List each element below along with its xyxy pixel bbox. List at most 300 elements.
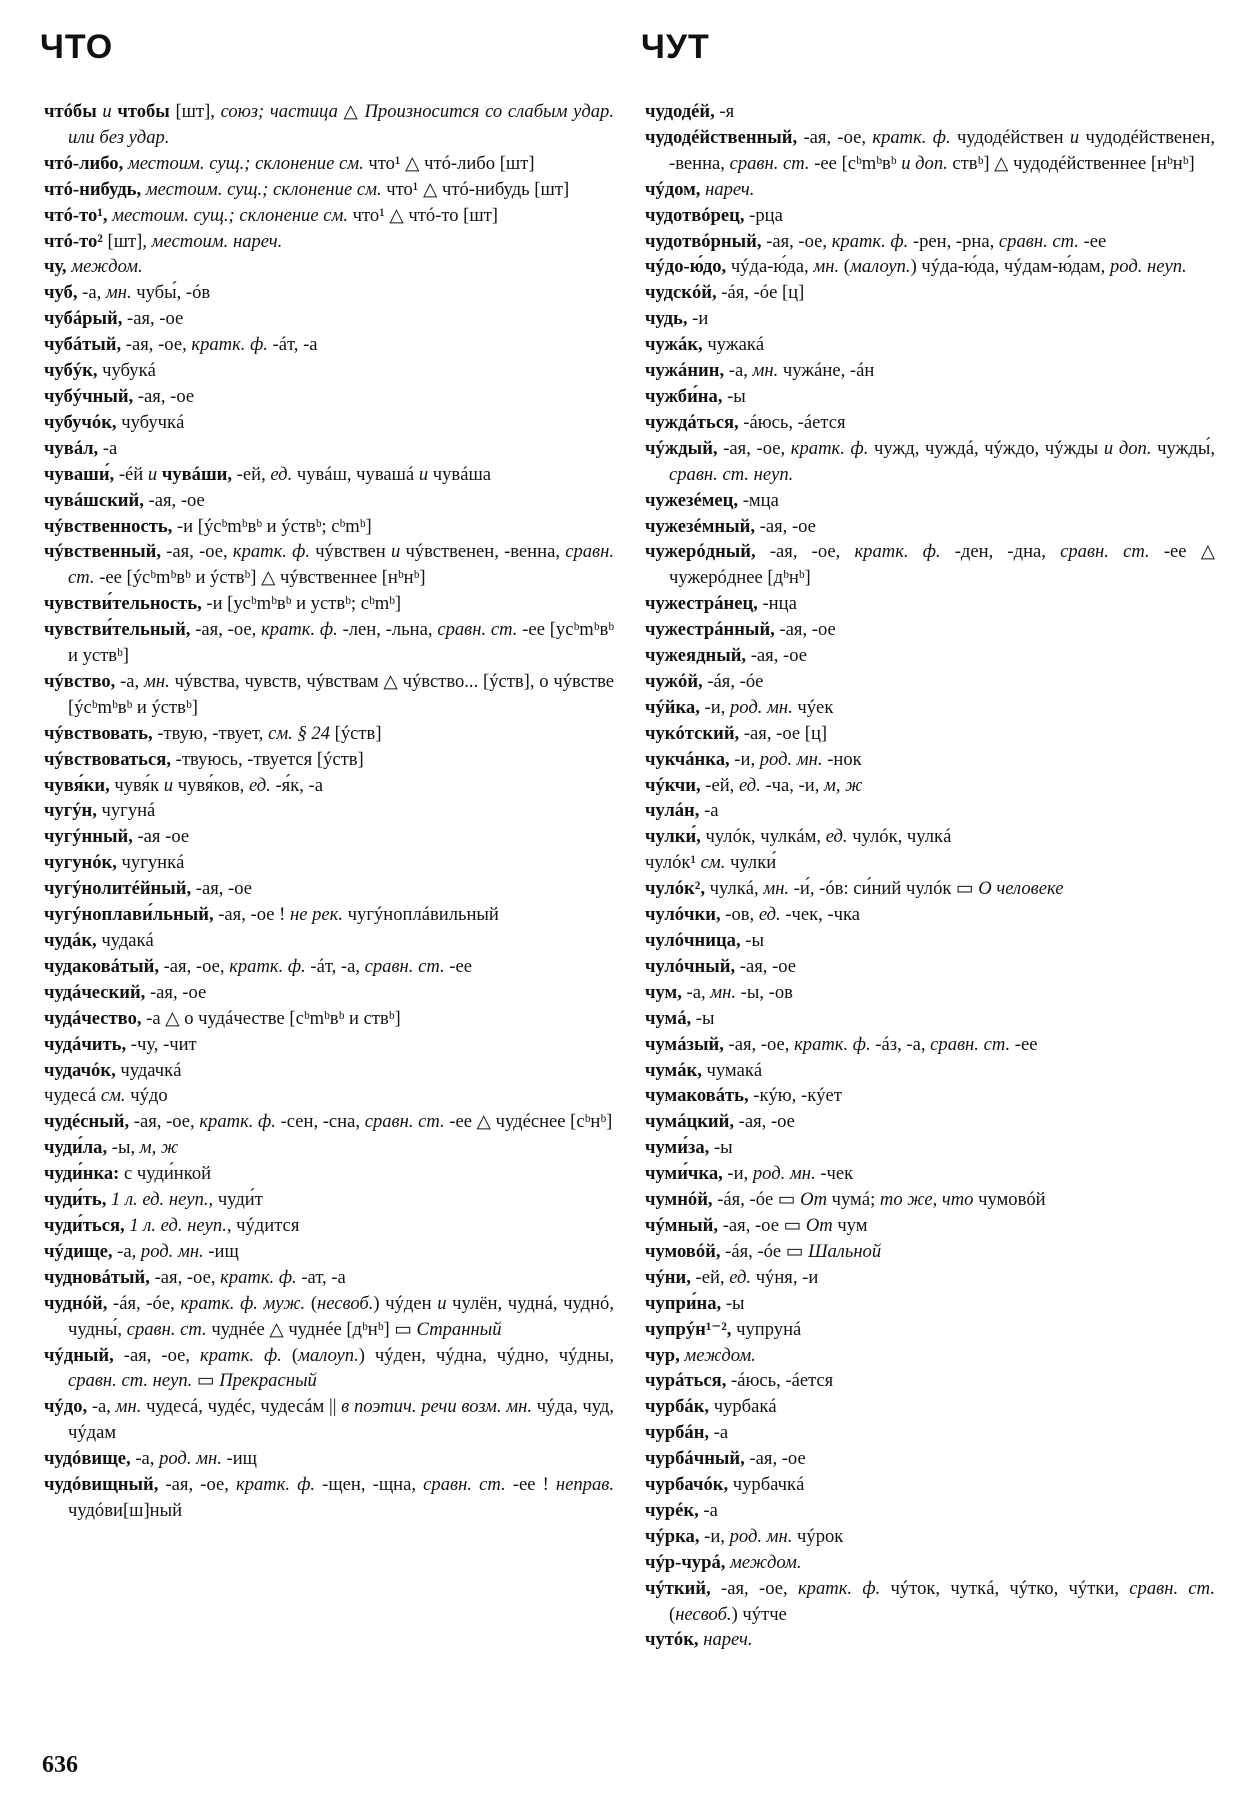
grammar-label: м, ж (139, 1137, 179, 1159)
grammar-label: кратк. ф. (236, 1474, 316, 1496)
dictionary-entry (645, 254, 1215, 280)
entry-text: чудóви[ш]ный (68, 1499, 183, 1521)
dictionary-entry (44, 954, 614, 980)
dictionary-entry (44, 1394, 614, 1446)
dictionary-entry (645, 1472, 1215, 1498)
entry-text: -áюсь, -áется (726, 1370, 834, 1392)
grammar-label: см. § 24 (268, 722, 331, 744)
grammar-label: кратк. ф. (232, 541, 310, 563)
entry-text: -и, (729, 748, 760, 770)
entry-text: -áя, -óе (702, 670, 764, 692)
headword: чýдище, (44, 1240, 113, 1262)
entry-text: -éй (114, 463, 148, 485)
grammar-label: междом. (679, 1344, 756, 1366)
dictionary-entry (645, 1161, 1215, 1187)
dictionary-entry (645, 850, 1215, 876)
grammar-label: кратк. ф. (191, 334, 268, 356)
entry-text: -ая, -ое (122, 308, 184, 330)
headword: чулки́, (645, 826, 701, 848)
entry-text: △ (337, 101, 365, 122)
dictionary-entry (645, 695, 1215, 721)
entry-text: -ы, -ов (736, 981, 793, 1003)
grammar-label: сравн. ст. неуп. (669, 463, 794, 485)
headword: чужáк, (645, 334, 703, 356)
headword: чупри́на, (645, 1292, 722, 1314)
entry-text: -ее [сᵇmᵇвᵇ (809, 152, 902, 174)
entry-text: -ее [усᵇmᵇвᵇ и уствᵇ] (68, 619, 614, 667)
dictionary-entry (645, 1576, 1215, 1628)
dictionary-entry (645, 747, 1215, 773)
dictionary-entry (44, 721, 614, 747)
dictionary-entry (44, 151, 614, 177)
headword: чýвственность, (44, 515, 173, 537)
entry-text: -ее △ чудéснее [сᵇнᵇ] (444, 1111, 613, 1133)
entry-text: -ден, -дна, (940, 541, 1061, 563)
entry-text: -ы (709, 1137, 733, 1159)
entry-text: -ая, -ое, (797, 126, 873, 148)
headword: чувáл, (44, 437, 99, 459)
headword: чулóчница, (645, 930, 741, 951)
grammar-label: и (418, 463, 429, 485)
entry-text: чумовóй (973, 1189, 1046, 1211)
grammar-label: кратк. ф. (872, 126, 951, 148)
dictionary-entry (44, 1265, 614, 1291)
entry-text: -ая, -ое, (158, 1474, 236, 1496)
grammar-label: кратк. ф. (261, 619, 338, 641)
headword: чýдо-ю́до, (645, 256, 727, 278)
headword: чувстви́тельный, (44, 619, 191, 641)
headword: чу, (44, 256, 67, 278)
entry-text: чýда, чуд, чýдам (68, 1396, 614, 1444)
grammar-label: неправ. (555, 1474, 614, 1496)
entry-text: что¹ △ чтó-то [шт] (348, 204, 498, 226)
headword: чуднóй, (44, 1292, 108, 1314)
dictionary-entry (44, 99, 614, 151)
headword: чубýк, (44, 360, 98, 382)
grammar-label: сравн. ст. (998, 230, 1079, 252)
dictionary-entry (645, 1368, 1215, 1394)
entry-text: чугýноплáвильный (343, 904, 499, 926)
headword: чýкчи, (645, 774, 701, 796)
entry-text: чýня, -и (751, 1266, 819, 1288)
dictionary-entry (44, 410, 614, 436)
entry-text: чýрок (792, 1525, 844, 1547)
grammar-label: местоим. нареч. (151, 230, 283, 252)
grammar-label: ед. (248, 774, 271, 796)
entry-text: чуди́т (213, 1189, 263, 1211)
entry-text: чурбакá (709, 1396, 777, 1418)
headword: чужезéмец, (645, 489, 739, 511)
grammar-label: мн. (105, 282, 132, 304)
entry-text: чулóк¹ (645, 852, 701, 874)
dictionary-entry (44, 902, 614, 928)
headword: чудéсный, (44, 1111, 130, 1133)
entry-text: [шт], (102, 230, 152, 252)
grammar-label: см. (700, 852, 726, 874)
headword: чудáчить, (44, 1033, 127, 1055)
entry-text: -ая, -ое [ц] (739, 722, 828, 744)
dictionary-entry (645, 177, 1215, 203)
entry-text: -твую, -твует, (152, 722, 269, 744)
grammar-label: род. мн. (752, 1163, 816, 1185)
dictionary-entry (44, 488, 614, 514)
headword: чужестрáнец, (645, 593, 758, 615)
entry-text: чýек (792, 696, 834, 718)
headword: чýдо, (44, 1396, 88, 1418)
grammar-label: От (800, 1189, 827, 1211)
entry-text: -а (698, 1499, 718, 1521)
entry-text: -ее [ýсᵇmᵇвᵇ и ýствᵇ] △ чýвственнее [нᵇнᵇ] (94, 567, 426, 589)
entry-text: ) чýден, чýдна, чýдно, чýдны, (358, 1344, 614, 1366)
dictionary-entry (44, 591, 614, 617)
entry-text: с чуди́нкой (119, 1163, 212, 1185)
headword: чубучóк, (44, 411, 117, 433)
entry-text: чувя́ков, (173, 774, 249, 796)
headword: чтó-то² (44, 230, 103, 252)
headword: чугýноплави́льный, (44, 904, 214, 926)
dictionary-entry (44, 617, 614, 669)
entry-text: -я (714, 101, 735, 122)
dictionary-entry (44, 1187, 614, 1213)
dictionary-entry (645, 1187, 1215, 1213)
entry-text: -ы (722, 385, 746, 407)
grammar-label: Произносится со слабым удар. или без удар. (68, 101, 614, 148)
grammar-label: и (437, 1292, 447, 1314)
headword: чумовóй, (645, 1240, 721, 1262)
grammar-label: несвоб. (675, 1603, 732, 1625)
headword: чýвственный, (44, 541, 162, 563)
entry-text: -áя, -óе ▭ (712, 1189, 801, 1211)
grammar-label: 1 л. ед. неуп., (106, 1189, 214, 1211)
entry-text: -а (709, 1422, 729, 1444)
entry-text: -ая, -ое ! (213, 904, 290, 926)
dictionary-entry (44, 436, 614, 462)
grammar-label: О человеке (978, 878, 1064, 900)
headword: чулáн, (645, 800, 700, 822)
dictionary-entry (645, 436, 1215, 488)
entry-text: чудесá, чудéс, чудесáм || (141, 1396, 342, 1418)
entry-text: -áя, -óе [ц] (716, 282, 805, 304)
headword: чужóй, (645, 670, 703, 692)
dictionary-entry (645, 1627, 1215, 1653)
dictionary-entry (44, 254, 614, 280)
entry-text: ( (669, 1603, 676, 1625)
entry-text: -ее ! (505, 1474, 556, 1496)
headword: чугýн, (44, 800, 97, 822)
headword: чумаковáть, (645, 1085, 749, 1107)
entry-text: -и [усᵇmᵇвᵇ и уствᵇ; сᵇmᵇ] (201, 593, 402, 615)
entry-text: -твуюсь, -твуется [ýств] (170, 748, 364, 770)
headword: чуб, (44, 282, 78, 304)
entry-text: -а, (130, 1448, 160, 1470)
entry-text: чумакá (701, 1059, 763, 1081)
grammar-label: Шальной (808, 1240, 882, 1262)
headword: чтó-то¹, (44, 204, 108, 226)
headword: чугýнный, (44, 826, 133, 848)
headword: чудскóй, (645, 282, 717, 304)
dictionary-entry (44, 1161, 614, 1187)
headword: чулóчный, (645, 955, 736, 977)
entry-text: чулки́ (725, 852, 777, 874)
grammar-label: м, ж (824, 774, 863, 796)
headword: чудодéй, (645, 101, 715, 122)
headword: чужерóдный, (645, 541, 756, 563)
headword: чуждáться, (645, 411, 739, 433)
entry-text: -ы (740, 930, 764, 951)
grammar-label: ед. (738, 774, 761, 796)
dictionary-entry (44, 1032, 614, 1058)
grammar-label: и (1069, 126, 1080, 148)
dictionary-entry (645, 591, 1215, 617)
entry-text: -чек (815, 1163, 854, 1185)
grammar-label: мн. (710, 981, 736, 1003)
grammar-label: междом. (66, 256, 143, 278)
entry-text: чувáша (428, 463, 492, 485)
headword: чудновáтый, (44, 1266, 150, 1288)
grammar-label: мн. (115, 1396, 142, 1418)
entry-text: -ее (1078, 230, 1107, 252)
dictionary-entry (44, 203, 614, 229)
entry-text: ) чýтче (731, 1603, 787, 1625)
entry-text: чугунá (96, 800, 156, 822)
headword: чувстви́тельность, (44, 593, 202, 615)
headword: чýвство, (44, 670, 116, 692)
entry-text: -нок (822, 748, 862, 770)
headword: чýткий, (645, 1577, 711, 1599)
dictionary-entry (645, 1265, 1215, 1291)
dictionary-entry (44, 1343, 614, 1395)
entry-text: чудесá (44, 1085, 101, 1107)
headword: чудáк, (44, 930, 97, 951)
dictionary-entry (44, 1109, 614, 1135)
grammar-label: кратк. ф. (200, 1344, 282, 1366)
headword: чумáк, (645, 1059, 702, 1081)
headword: чумá, (645, 1007, 692, 1029)
entry-text: -мца (738, 489, 779, 511)
entry-text: -ая -ое (132, 826, 190, 848)
headword: чуди́ть, (44, 1189, 107, 1211)
dictionary-entry (645, 1083, 1215, 1109)
headword: чуми́чка, (645, 1163, 723, 1185)
headword: чуди́ться, (44, 1214, 125, 1236)
headword: чýдный, (44, 1344, 114, 1366)
entry-text: [шт], (169, 101, 221, 122)
dictionary-entry (645, 99, 1215, 125)
headword: чумнóй, (645, 1189, 713, 1211)
entry-text: -ая, -ое, (121, 334, 192, 356)
entry-text: -ей, (700, 774, 739, 796)
running-head-left: ЧТО (40, 28, 114, 66)
grammar-label: сравн. ст. (930, 1033, 1011, 1055)
entry-text: -ая, -ое, (129, 1111, 200, 1133)
entry-text: -áт, -а, (305, 955, 365, 977)
entry-text: -ей, (232, 463, 271, 485)
headword: чудаковáтый, (44, 955, 159, 977)
headword: чуми́за, (645, 1137, 710, 1159)
grammar-label: и доп. (1103, 437, 1152, 459)
entry-text: чýток, чуткá, чýтко, чýтки, (880, 1577, 1130, 1599)
headword: чупрýн¹⁻², (645, 1318, 732, 1340)
grammar-label: и (96, 101, 118, 122)
entry-text: -áюсь, -áется (738, 411, 846, 433)
headword: чукчáнка, (645, 748, 730, 770)
headword: чужáнин, (645, 360, 725, 382)
dictionary-entry (645, 1550, 1215, 1576)
entry-text: -ищ (221, 1448, 257, 1470)
grammar-label: сравн. ст. (364, 1111, 445, 1133)
grammar-label: и (147, 463, 158, 485)
dictionary-entry (44, 229, 614, 255)
dictionary-entry (645, 1317, 1215, 1343)
entry-text: чудачкá (115, 1059, 182, 1081)
dictionary-entry (44, 462, 614, 488)
grammar-label: сравн. ст. (1060, 541, 1150, 563)
dictionary-entry (645, 332, 1215, 358)
entry-text: -а, (77, 282, 106, 304)
grammar-label: сравн. ст. (1129, 1577, 1215, 1599)
headword: чужби́на, (645, 385, 723, 407)
dictionary-entry (44, 798, 614, 824)
dictionary-entry (645, 229, 1215, 255)
dictionary-entry (645, 384, 1215, 410)
grammar-label: несвоб. (317, 1292, 374, 1314)
dictionary-entry (645, 1032, 1215, 1058)
headword: чудачóк, (44, 1059, 116, 1081)
headword: чурбачóк, (645, 1474, 729, 1496)
dictionary-entry (44, 306, 614, 332)
headword: чубáтый, (44, 334, 122, 356)
entry-text: -ая, -ое, (158, 955, 230, 977)
headword: чтóбы (44, 101, 97, 122)
headword: чулóчки, (645, 904, 721, 926)
entry-text: -а, (724, 360, 753, 382)
entry-text: чýдо (125, 1085, 168, 1107)
headword: чтобы (117, 101, 170, 122)
right-column (645, 99, 1215, 1653)
headword: чуди́ла, (44, 1137, 108, 1159)
entry-text: -ы (721, 1292, 745, 1314)
entry-text: -и [ýсᵇmᵇвᵇ и ýствᵇ; сᵇmᵇ] (172, 515, 372, 537)
entry-text: -ая, -ое (774, 619, 836, 641)
headword: чýмный, (645, 1214, 719, 1236)
dictionary-entry (645, 928, 1215, 954)
entry-text: что¹ △ чтó-либо [шт] (363, 152, 535, 174)
dictionary-entry (645, 1058, 1215, 1084)
entry-text: -ая, -ое (755, 515, 816, 537)
entry-text: [ýств] (330, 722, 382, 744)
entry-text: чýда-ю́да, (726, 256, 814, 278)
entry-text: чумá; (827, 1189, 880, 1211)
dictionary-entry (645, 306, 1215, 332)
headword: чудóвищный, (44, 1474, 159, 1496)
dictionary-entry (645, 798, 1215, 824)
grammar-label: род. мн. (729, 696, 793, 718)
entry-text: -ая, -ое (191, 878, 253, 900)
dictionary-entry (645, 358, 1215, 384)
grammar-label: мн. (752, 360, 779, 382)
entry-text: -и́, -óв: си́ний чулóк ▭ (789, 878, 979, 900)
grammar-label: род. мн. (159, 1448, 222, 1470)
headword: чýр-чурá, (645, 1551, 726, 1573)
dictionary-entry (44, 1083, 614, 1109)
dictionary-entry (645, 280, 1215, 306)
entry-text: чубы́, -óв (131, 282, 211, 304)
grammar-label: ед. (729, 1266, 752, 1288)
grammar-label: не рек. (290, 904, 344, 926)
entry-text: -рен, -рна, (908, 230, 999, 252)
dictionary-entry (645, 617, 1215, 643)
headword: чурбáчный, (645, 1448, 745, 1470)
headword: чýдом, (645, 178, 701, 200)
dictionary-entry (645, 954, 1215, 980)
grammar-label: ед. (270, 463, 293, 485)
headword: чýвствовать, (44, 722, 153, 744)
grammar-label: род. мн. (759, 748, 823, 770)
entry-text: ( (305, 1292, 318, 1314)
dictionary-entry (645, 980, 1215, 1006)
headword: чудотвóрный, (645, 230, 762, 252)
dictionary-entry (44, 514, 614, 540)
grammar-label: кратк. ф. (831, 230, 909, 252)
grammar-label: сравн. ст. неуп. (68, 1370, 193, 1392)
entry-text: -кýю, -кýет (748, 1085, 842, 1107)
entry-text: -ая, -ое, (113, 1344, 200, 1366)
entry-text: -и, (722, 1163, 753, 1185)
entry-text: чулóк, чулкáм, (700, 826, 826, 848)
grammar-label: союз; частица (220, 101, 338, 122)
dictionary-entry (645, 1343, 1215, 1369)
entry-text: чубукá (97, 360, 156, 382)
headword: чтó-нибудь, (44, 178, 142, 200)
headword: чудóвище, (44, 1448, 131, 1470)
dictionary-entry (645, 488, 1215, 514)
dictionary-entry (44, 1058, 614, 1084)
dictionary-entry (645, 669, 1215, 695)
entry-text: чум (832, 1214, 868, 1236)
entry-text: -ая, -ое, (149, 1266, 221, 1288)
entry-text: чубучкá (116, 411, 185, 433)
headword: чубáрый, (44, 308, 123, 330)
dictionary-entry (645, 721, 1215, 747)
entry-text: -чу, -чит (126, 1033, 197, 1055)
entry-text: -а (98, 437, 118, 459)
dictionary-entry (44, 876, 614, 902)
headword: чурéк, (645, 1499, 699, 1521)
dictionary-entry (44, 177, 614, 203)
dictionary-entry (44, 669, 614, 721)
entry-text: -а, (681, 981, 711, 1003)
entry-text: -áз, -а, (870, 1033, 931, 1055)
entry-text: что¹ △ чтó-нибудь [шт] (381, 178, 570, 200)
headword: чýйка, (645, 696, 700, 718)
headword: чугунóк, (44, 852, 117, 874)
headword: чугýнолитéйный, (44, 878, 192, 900)
entry-text: -а (699, 800, 719, 822)
grammar-label: кратк. ф. (220, 1266, 297, 1288)
headword: чур, (645, 1344, 680, 1366)
headword: чтó-либо, (44, 152, 124, 174)
grammar-label: кратк. ф. (199, 1111, 276, 1133)
grammar-label: малоуп. (849, 256, 911, 278)
grammar-label: местоим. сущ.; склонение см. (123, 152, 364, 174)
dictionary-entry (44, 384, 614, 410)
entry-text: -ая, -ое (145, 981, 207, 1003)
entry-text: -áт, -а (267, 334, 318, 356)
entry-text: чуднéе △ чуднéе [дᵇнᵇ] ▭ (206, 1318, 417, 1340)
grammar-label: мн. (763, 878, 790, 900)
headword: чубýчный, (44, 385, 134, 407)
dictionary-entry (44, 1291, 614, 1343)
